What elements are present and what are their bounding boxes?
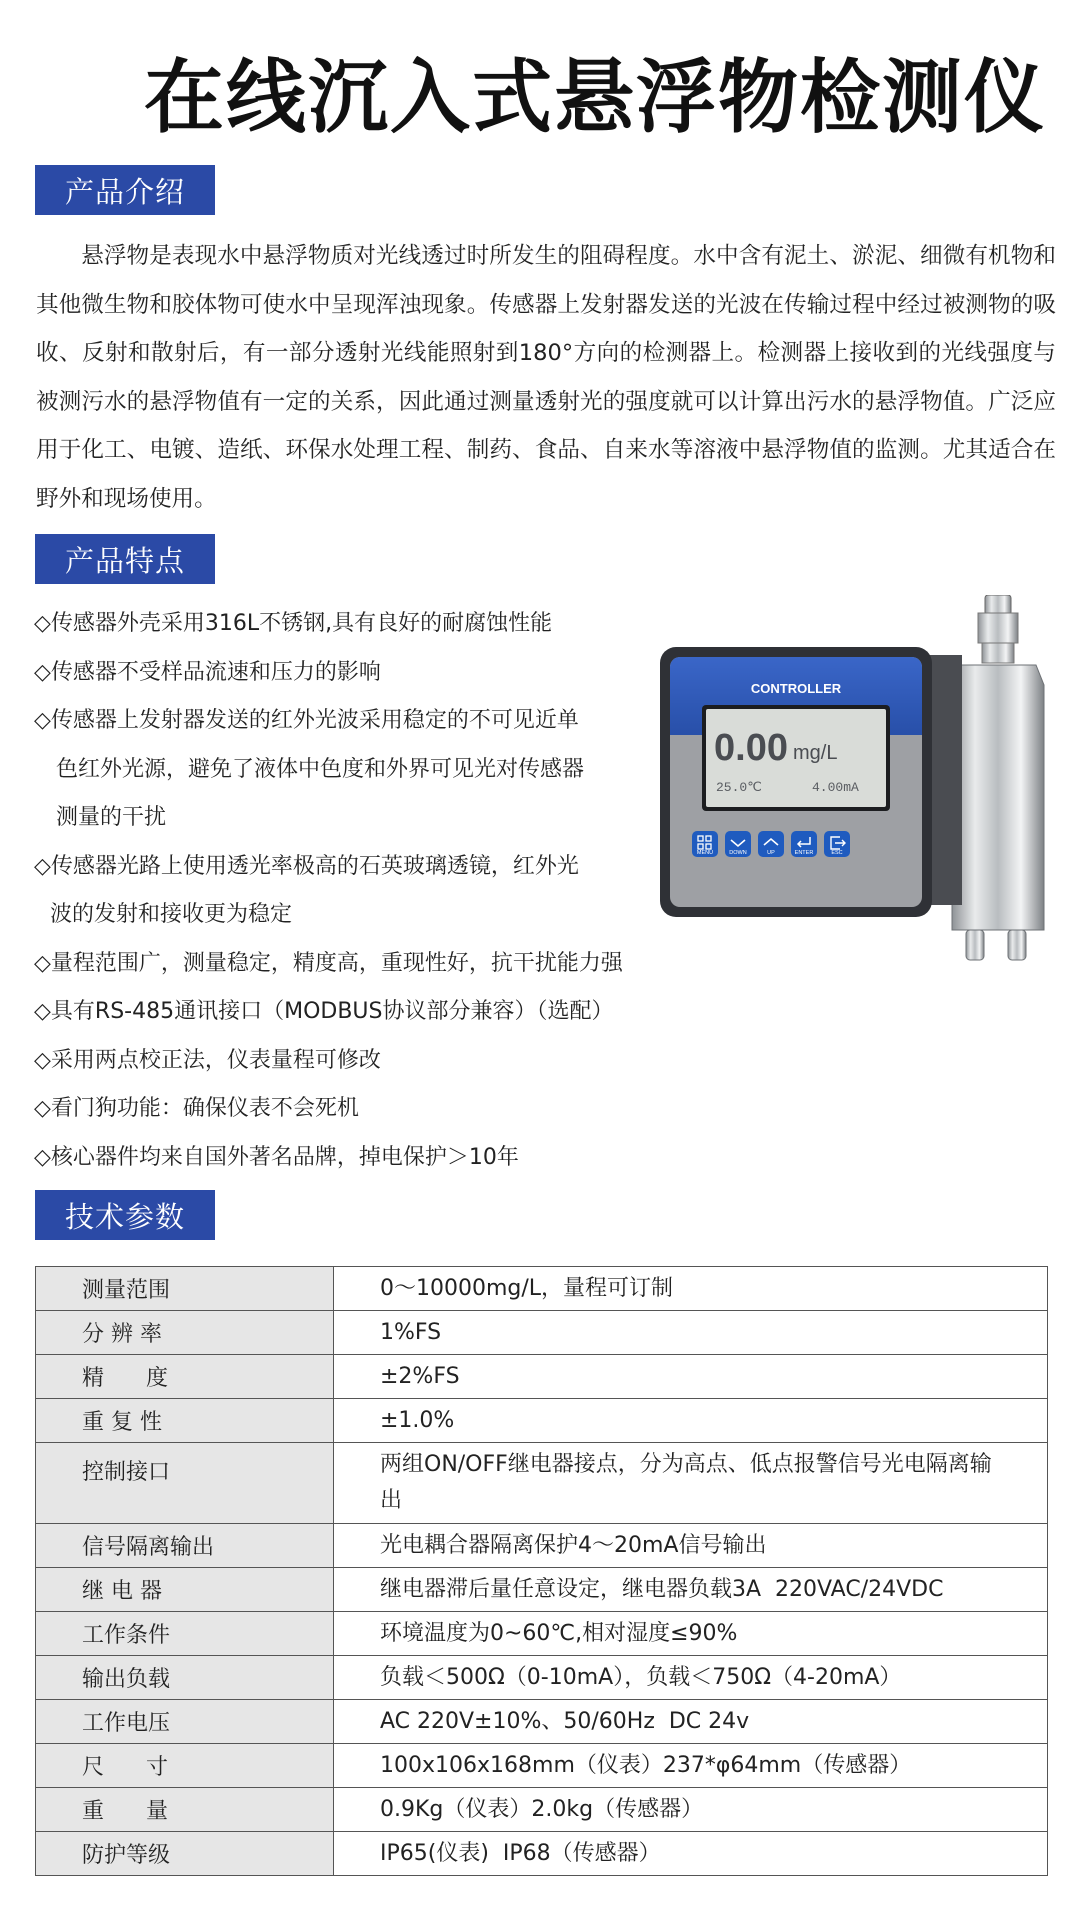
feature-text: ◇看门狗功能：确保仪表不会死机 (34, 1096, 359, 1121)
table-row (36, 1524, 1048, 1568)
spec-label: 工作条件 (36, 1612, 334, 1656)
spec-label: 工作电压 (36, 1700, 334, 1744)
table-row (36, 1744, 1048, 1788)
feature-text: ◇传感器光路上使用透光率极高的石英玻璃透镜，红外光 (34, 853, 579, 879)
feature-text: ◇传感器上发射器发送的红外光波采用稳定的不可见近单 (34, 708, 579, 733)
section-tag-specs: 技术参数 (35, 1190, 215, 1240)
spec-label: 信号隔离输出 (36, 1524, 334, 1568)
table-row (36, 1267, 1048, 1311)
feature-item (34, 843, 674, 940)
sensor-probe (952, 595, 1044, 960)
menu-button-label: MENU (696, 850, 714, 856)
table-row (36, 1311, 1048, 1355)
menu-button[interactable] (692, 831, 718, 857)
spec-value: ±1.0% (334, 1399, 1048, 1443)
esc-button[interactable] (824, 831, 850, 857)
feature-text-continued: 波的发射和接收更为稳定 (50, 902, 293, 927)
controller-device (660, 647, 962, 917)
feature-text: ◇具有RS-485通讯接口（MODBUS协议部分兼容）（选配） (34, 999, 614, 1024)
feature-item (34, 697, 674, 843)
controller-label: CONTROLLER (750, 681, 842, 696)
spec-value: 光电耦合器隔离保护4～20mA信号输出 (334, 1524, 1048, 1568)
down-button-label: DOWN (729, 850, 747, 856)
spec-table (35, 1266, 1048, 1876)
spec-label: 重 量 (36, 1788, 334, 1832)
table-row (36, 1443, 1048, 1524)
spec-label: 分 辨 率 (36, 1311, 334, 1355)
feature-item (34, 600, 674, 649)
spec-value: AC 220V±10%、50/60Hz DC 24v (334, 1700, 1048, 1744)
spec-label: 防护等级 (36, 1832, 334, 1876)
spec-label: 尺 寸 (36, 1744, 334, 1788)
lcd-unit: mg/L (793, 742, 838, 764)
page-title: 在线沉入式悬浮物检测仪 (144, 51, 1046, 144)
spec-value: 0～10000mg/L，量程可订制 (334, 1267, 1048, 1311)
feature-item (34, 988, 674, 1037)
spec-label: 控制接口 (36, 1443, 334, 1524)
table-row (36, 1568, 1048, 1612)
feature-item (34, 940, 674, 989)
feature-text: ◇量程范围广，测量稳定，精度高，重现性好，抗干扰能力强 (34, 950, 623, 976)
up-button-label: UP (767, 850, 775, 856)
table-row (36, 1355, 1048, 1399)
feature-item (34, 649, 674, 698)
spec-value: 1%FS (334, 1311, 1048, 1355)
spec-label: 精 度 (36, 1355, 334, 1399)
spec-value: 继电器滞后量任意设定，继电器负载3A 220VAC/24VDC (334, 1568, 1048, 1612)
spec-value: IP65(仪表) IP68（传感器） (334, 1832, 1048, 1876)
feature-text: ◇传感器不受样品流速和压力的影响 (34, 659, 381, 685)
spec-label: 输出负载 (36, 1656, 334, 1700)
down-button[interactable] (725, 831, 751, 857)
spec-value: 负载＜500Ω（0-10mA），负载＜750Ω（4-20mA） (334, 1656, 1048, 1700)
feature-text-continued: 测量的干扰 (56, 805, 167, 830)
feature-item (34, 1085, 674, 1134)
enter-button[interactable] (791, 831, 817, 857)
lcd-current: 4.00mA (812, 780, 859, 795)
intro-paragraph: 悬浮物是表现水中悬浮物质对光线透过时所发生的阻碍程度。水中含有泥土、淤泥、细微有机物和其他微生物和胶体物可使水中呈现浑浊现象。传感器上发射器发送的光波在传输过程中经过被测物的吸收、反射和散射后，有一部分透射光线能照射到180°方向的检测器上。检测器上接收到的光线强度与被测污水的悬浮物值有一定的关系，因此通过测量透射光的强度就可以计算出污水的悬浮物值。广泛应用于化工、电镀、造纸、环保水处理工程、制药、食品、自来水等溶液中悬浮物值的监测。尤其适合在野外和现场使用。 (36, 243, 1056, 512)
feature-text: ◇传感器外壳采用316L不锈钢,具有良好的耐腐蚀性能 (34, 611, 553, 636)
feature-item (34, 1037, 674, 1086)
spec-label: 测量范围 (36, 1267, 334, 1311)
feature-item (34, 1134, 674, 1183)
feature-list (34, 600, 674, 1182)
table-row (36, 1612, 1048, 1656)
table-row (36, 1832, 1048, 1876)
product-image (660, 595, 1060, 965)
spec-value: 0.9Kg（仪表）2.0kg（传感器） (334, 1788, 1048, 1832)
esc-button-label: ESC (831, 850, 843, 856)
section-tag-intro: 产品介绍 (35, 165, 215, 215)
enter-button-label: ENTER (794, 850, 814, 856)
up-button[interactable] (758, 831, 784, 857)
table-row (36, 1399, 1048, 1443)
table-row (36, 1700, 1048, 1744)
spec-value: ±2%FS (334, 1355, 1048, 1399)
lcd-temperature: 25.0℃ (716, 780, 762, 795)
section-tag-features: 产品特点 (35, 534, 215, 584)
spec-label: 重 复 性 (36, 1399, 334, 1443)
spec-label: 继 电 器 (36, 1568, 334, 1612)
spec-value: 两组ON/OFF继电器接点，分为高点、低点报警信号光电隔离输出 (334, 1443, 1048, 1524)
feature-text-continued: 色红外光源，避免了液体中色度和外界可见光对传感器 (56, 756, 585, 782)
spec-value: 100x106x168mm（仪表）237*φ64mm（传感器） (334, 1744, 1048, 1788)
spec-value: 环境温度为0~60℃,相对湿度≤90% (334, 1612, 1048, 1656)
table-row (36, 1788, 1048, 1832)
feature-text: ◇采用两点校正法，仪表量程可修改 (34, 1047, 381, 1073)
feature-text: ◇核心器件均来自国外著名品牌，掉电保护＞10年 (34, 1144, 519, 1170)
table-row (36, 1656, 1048, 1700)
lcd-reading: 0.00 (714, 727, 788, 769)
